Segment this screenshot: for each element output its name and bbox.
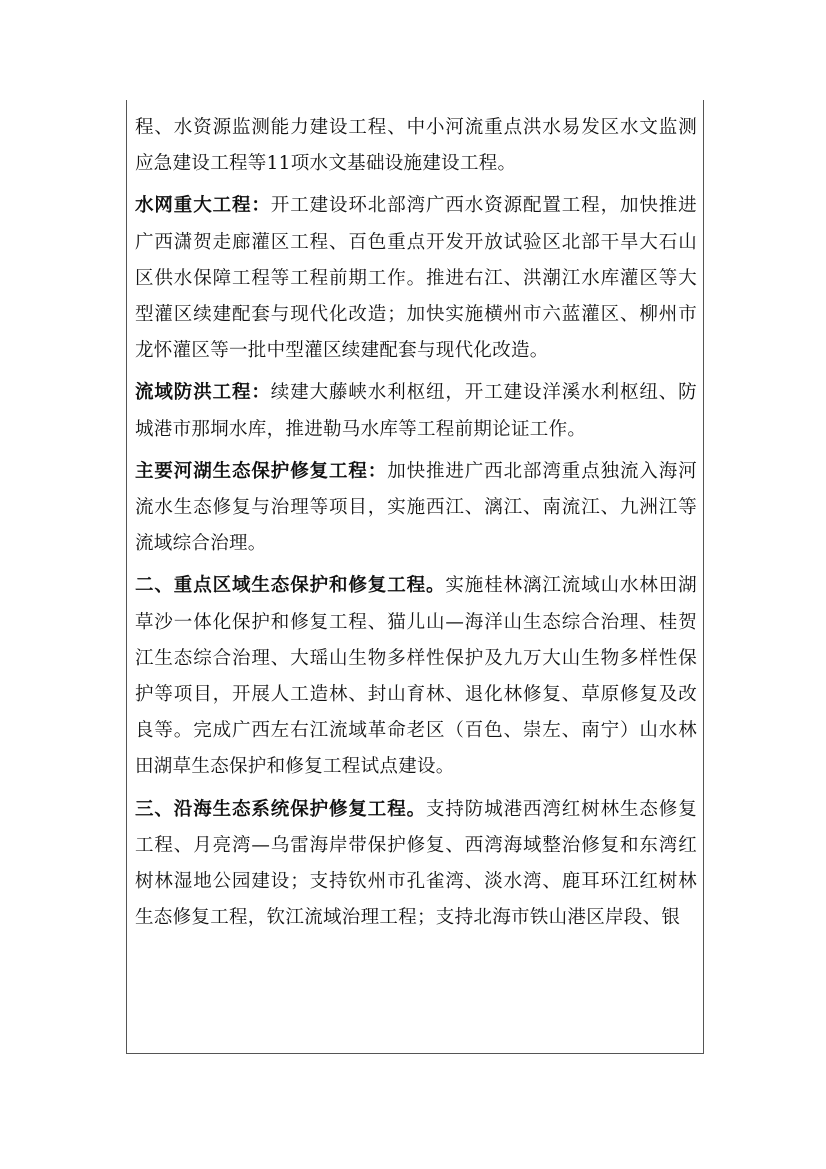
paragraph-heading: 流域防洪工程：: [135, 382, 271, 404]
paragraph-water-network: [135, 188, 697, 369]
paragraph-heading: 水网重大工程：: [135, 195, 271, 217]
paragraph-text: 支持防城港西湾红树林生态修复工程、月亮湾—乌雷海岸带保护修复、西湾海域整治修复和东湾红树林湿地公园建设；支持钦州市孔雀湾、淡水湾、鹿耳环江红树林生态修复工程，钦江流域治理工程；支持北海市铁山港区岸段、银: [135, 798, 697, 929]
document-body: [135, 110, 697, 936]
paragraph-heading: 二、重点区域生态保护和修复工程。: [135, 575, 446, 597]
paragraph-heading: 主要河湖生态保护修复工程：: [135, 460, 388, 482]
paragraph-river-lake-ecology: [135, 454, 697, 563]
paragraph-key-regions: [135, 568, 697, 785]
paragraph-flood-control: [135, 375, 697, 447]
paragraph-coastal-ecosystem: [135, 792, 697, 937]
paragraph-hydrology-projects: [135, 110, 697, 182]
paragraph-heading: 三、沿海生态系统保护修复工程。: [135, 798, 426, 820]
paragraph-text: 续建大藤峡水利枢纽，开工建设洋溪水利枢纽、防城港市那垌水库，推进勒马水库等工程前期论证工作。: [135, 382, 697, 440]
paragraph-text: 程、水资源监测能力建设工程、中小河流重点洪水易发区水文监测应急建设工程等11项水文基础设施建设工程。: [135, 117, 697, 175]
paragraph-text: 实施桂林漓江流域山水林田湖草沙一体化保护和修复工程、猫儿山—海洋山生态综合治理、桂贺江生态综合治理、大瑶山生物多样性保护及九万大山生物多样性保护等项目，开展人工造林、封山育林、退化林修复、草原修复及改良等。完成广西左右江流域革命老区（百色、崇左、南宁）山水林田湖草生态保护和修复工程试点建设。: [135, 575, 697, 778]
paragraph-text: 加快推进广西北部湾重点独流入海河流水生态修复与治理等项目，实施西江、漓江、南流江、九洲江等流域综合治理。: [135, 460, 697, 555]
paragraph-text: 开工建设环北部湾广西水资源配置工程，加快推进广西潇贺走廊灌区工程、百色重点开发开放试验区北部干旱大石山区供水保障工程等工程前期工作。推进右江、洪潮江水库灌区等大型灌区续建配套与现代化改造；加快实施横州市六蓝灌区、柳州市龙怀灌区等一批中型灌区续建配套与现代化改造。: [135, 195, 697, 362]
